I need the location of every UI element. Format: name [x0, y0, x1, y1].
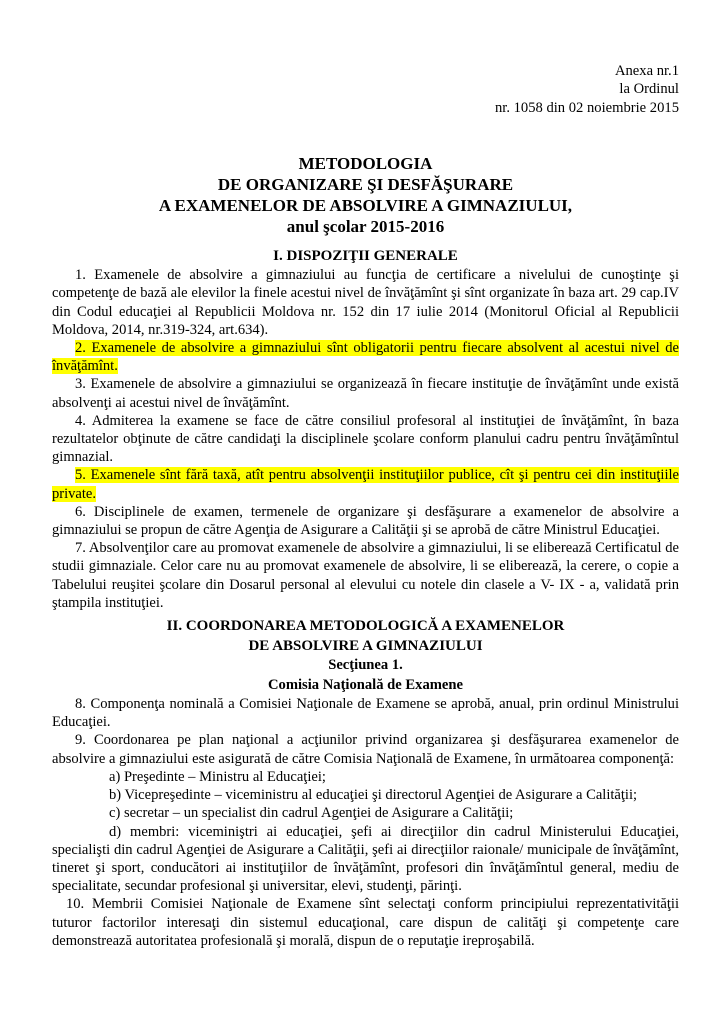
list-item-c [52, 804, 679, 822]
order-reference-line: la Ordinul [619, 81, 679, 98]
title-line-1: METODOLOGIA [298, 154, 433, 174]
document-title [52, 153, 679, 237]
list-item-b-text: b) Vicepreşedinte – viceministru al educaţiei şi directorul Agenţiei de Asigurare a Calităţii; [109, 787, 638, 804]
paragraph-3 [52, 375, 679, 411]
order-number-date-line: nr. 1058 din 02 noiembrie 2015 [494, 99, 679, 116]
annex-number-line: Anexa nr.1 [614, 63, 679, 79]
section-2-heading-line-1: II. COORDONAREA METODOLOGICĂ A EXAMENELOR [166, 618, 565, 635]
annex-header [52, 62, 679, 117]
paragraph-1 [52, 266, 679, 339]
list-item-d [52, 823, 679, 896]
list-item-a [52, 768, 679, 786]
paragraph-7 [52, 539, 679, 612]
title-line-2: DE ORGANIZARE ŞI DESFĂŞURARE [217, 175, 514, 195]
paragraph-2-highlight: 2. Examenele de absolvire a gimnaziului sînt obligatorii pentru fiecare absolvent al acestui nivel de învăţămînt. [52, 340, 679, 375]
paragraph-10 [52, 895, 679, 950]
paragraph-6 [52, 503, 679, 539]
paragraph-5-highlight: 5. Examenele sînt fără taxă, atît pentru absolvenţii instituţiilor publice, cît şi pentru cei din instituţiile private. [52, 467, 679, 502]
title-line-4: anul şcolar 2015-2016 [286, 217, 445, 237]
list-item-d-text: d) membri: viceminiştri ai educaţiei, şefi ai direcţiilor din cadrul Ministerului Educaţiei, specialişti din cadrul Agenţiei de Asigurare a Calităţii, şefi ai direcţiilor raionale/ municipale de învăţămînt, tineret şi sport, conducători ai instituţiilor de învăţămînt, profesori din învăţămîntul general, mediu de specialitate, secundar profesional şi universitar, elevi, studenţi, părinţi. [52, 823, 679, 895]
paragraph-7-text: 7. Absolvenţilor care au promovat examenele de absolvire a gimnaziului, li se eliberează Certificatul de studii gimnaziale. Celor care nu au promovat examenele de absolvire, li se eliberează, la cerere, o copie a Tabelului reuşitei şcolare din Dosarul personal al elevului cu notele din clasele a V- IX - a, validată prin ştampila instituţiei. [52, 540, 679, 611]
paragraph-9-text: 9. Coordonarea pe plan naţional a acţiunilor privind organizarea şi desfăşurarea examenelor de absolvire a gimnaziului este asigurată de către Comisia Naţională de Examene, în următoarea componenţă: [52, 732, 679, 767]
paragraph-8-text: 8. Componenţa nominală a Comisiei Naţionale de Examene se aprobă, anual, prin ordinul Ministrului Educaţiei. [52, 696, 679, 731]
paragraph-9 [52, 731, 679, 767]
section-2-heading-line-2: DE ABSOLVIRE A GIMNAZIULUI [248, 638, 483, 655]
title-line-3: A EXAMENELOR DE ABSOLVIRE A GIMNAZIULUI, [158, 196, 573, 216]
list-item-b [52, 786, 679, 804]
paragraph-10-text: 10. Membrii Comisiei Naţionale de Examene sînt selectaţi conform principiului reprezentativităţii tuturor factorilor interesaţi din sistemul educaţional, care dispun de calităţi şi competenţe care demonstrează autoritatea profesională şi morală, dispun de o reputaţie ireproşabilă. [52, 896, 679, 949]
paragraph-8 [52, 695, 679, 731]
section-1-heading: I. DISPOZIŢII GENERALE [273, 248, 458, 265]
section-2-subheading-2: Comisia Naţională de Examene [268, 676, 463, 693]
paragraph-4 [52, 412, 679, 467]
paragraph-3-text: 3. Examenele de absolvire a gimnaziului se organizează în fiecare instituţie de învăţămînt unde există absolvenţi ai acestui nivel de învăţămînt. [52, 376, 679, 411]
list-item-a-text: a) Preşedinte – Ministru al Educaţiei; [109, 768, 326, 785]
list-item-c-text: c) secretar – un specialist din cadrul Agenţiei de Asigurare a Calităţii; [109, 805, 514, 822]
paragraph-6-text: 6. Disciplinele de examen, termenele de organizare şi desfăşurare a examenelor de absolvire a gimnaziului se propun de către Agenţia de Asigurare a Calităţii şi se aprobă de către Ministrul Educaţiei. [52, 503, 679, 539]
paragraph-1-text: 1. Examenele de absolvire a gimnaziului au funcţia de certificare a nivelului de cunoştinţe şi competenţe de bază ale elevilor la finele acestui nivel de învăţămînt şi sînt organizate în baza art. 29 cap.IV din Codul educaţiei al Republicii Moldova nr. 152 din 17 iulie 2014 (Monitorul Oficial al Republicii Moldova, 2014, nr.319-324, art.634). [52, 267, 679, 338]
section-2-subheading-1: Secţiunea 1. [328, 657, 403, 674]
paragraph-4-text: 4. Admiterea la examene se face de către consiliul profesoral al instituţiei de învăţămînt, în baza rezultatelor obţinute de către candidaţi la disciplinele şcolare conform planului cadru pentru învăţămîntul gimnazial. [52, 412, 679, 466]
paragraph-5-highlighted [52, 466, 679, 502]
section-2-heading [52, 616, 679, 656]
paragraph-2-highlighted [52, 339, 679, 375]
